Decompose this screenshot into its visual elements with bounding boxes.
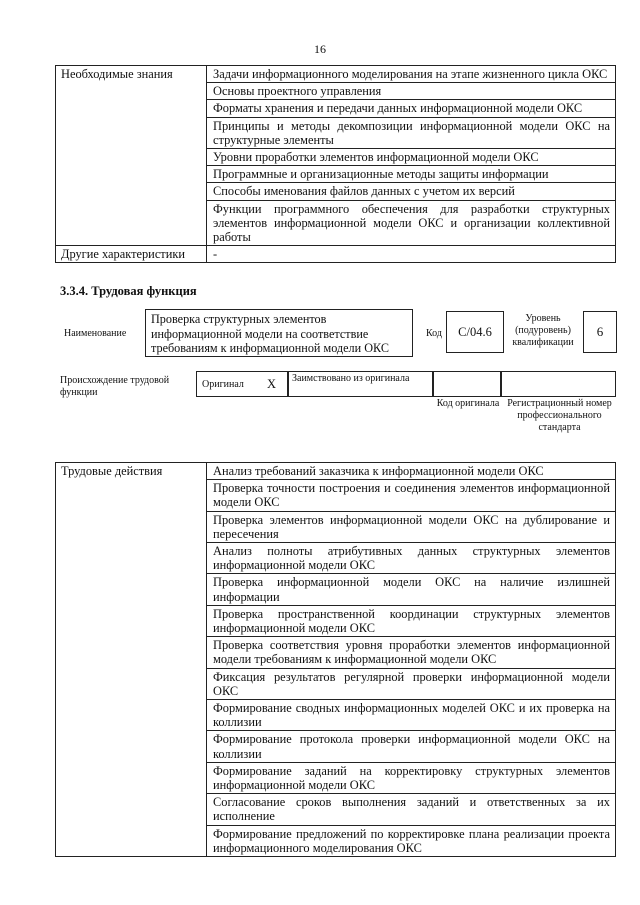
labor-action-item: Формирование протокола проверки информационной модели ОКС на коллизии [207, 731, 616, 762]
origin-label: Происхождение трудовой функции [60, 375, 170, 398]
knowledge-item: Уровни проработки элементов информационной модели ОКС [207, 149, 616, 166]
knowledge-item: Основы проектного управления [207, 83, 616, 100]
labor-action-item: Формирование предложений по корректировке плана реализации проекта информационного моделирования ОКС [207, 825, 616, 856]
labor-action-item: Проверка точности построения и соединения элементов информационной модели ОКС [207, 480, 616, 511]
level-label: Уровень (подуровень) квалификации [512, 313, 574, 348]
borrowed-label: Заимствовано из оригинала [292, 373, 410, 384]
level-value: 6 [583, 311, 617, 353]
labor-action-item: Фиксация результатов регулярной проверки информационной модели ОКС [207, 668, 616, 699]
knowledge-item: Функции программного обеспечения для разработки структурных элементов информационной модели ОКС и организации коллективной работы [207, 200, 616, 246]
page-number: 16 [314, 42, 326, 56]
table-row [56, 246, 616, 263]
knowledge-item: Форматы хранения и передачи данных информационной модели ОКС [207, 100, 616, 117]
labor-actions-label: Трудовые действия [56, 463, 207, 857]
labor-action-item: Анализ полноты атрибутивных данных структурных элементов информационной модели ОКС [207, 543, 616, 574]
labor-action-item: Формирование сводных информационных моделей ОКС и их проверка на коллизии [207, 700, 616, 731]
labor-action-item: Проверка элементов информационной модели ОКС на дублирование и пересечения [207, 511, 616, 542]
labor-action-item: Согласование сроков выполнения заданий и ответственных за их исполнение [207, 794, 616, 825]
knowledge-table [55, 65, 616, 263]
function-name-value: Проверка структурных элементов информационной модели на соответствие требованиям к информационной модели ОКС [145, 309, 413, 357]
code-label: Код [426, 328, 442, 339]
origin-code-cell [433, 371, 501, 397]
code-original-caption: Код оригинала [436, 398, 500, 409]
knowledge-item: Способы именования файлов данных с учетом их версий [207, 183, 616, 200]
code-value: C/04.6 [446, 311, 504, 353]
original-label: Оригинал [202, 379, 244, 390]
labor-actions-table [55, 462, 616, 857]
knowledge-item: Задачи информационного моделирования на этапе жизненного цикла ОКС [207, 66, 616, 83]
labor-action-item: Анализ требований заказчика к информационной модели ОКС [207, 463, 616, 480]
knowledge-item: Принципы и методы декомпозиции информационной модели ОКС на структурные элементы [207, 117, 616, 148]
labor-action-item: Формирование заданий на корректировку структурных элементов информационной модели ОКС [207, 762, 616, 793]
labor-action-item: Проверка соответствия уровня проработки элементов информационной модели требованиям к информационной модели ОКС [207, 637, 616, 668]
other-characteristics-value: - [207, 246, 616, 263]
name-label: Наименование [64, 328, 127, 339]
table-row [56, 66, 616, 83]
knowledge-item: Программные и организационные методы защиты информации [207, 166, 616, 183]
registration-number-caption: Регистрационный номер профессионального стандарта [507, 398, 612, 433]
labor-action-item: Проверка информационной модели ОКС на наличие излишней информации [207, 574, 616, 605]
labor-action-item: Проверка пространственной координации структурных элементов информационной модели ОКС [207, 605, 616, 636]
other-characteristics-label: Другие характеристики [56, 246, 207, 263]
original-mark: X [267, 377, 277, 391]
origin-reg-cell [501, 371, 616, 397]
section-title: 3.3.4. Трудовая функция [60, 284, 197, 298]
knowledge-label: Необходимые знания [56, 66, 207, 246]
table-row [56, 463, 616, 480]
